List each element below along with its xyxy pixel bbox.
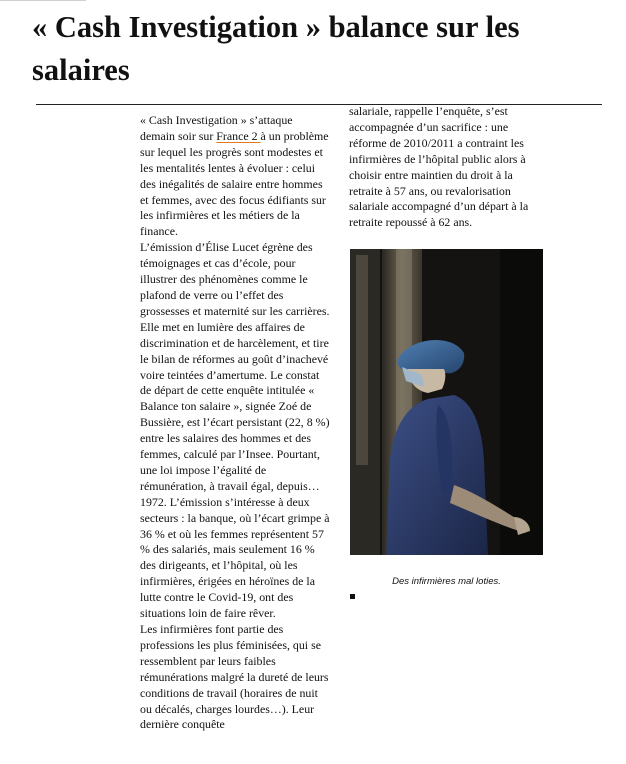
paragraph-continued: salariale, rappelle l’enquête, s’est accompagnée d’un sacrifice : une réforme de 2010/2011 a contraint les infirmières de l’hôpital public alors à choisir entre maintien du droit à la retraite à 57 ans, ou revalorisation salariale accompagné d’un départ à la retraite repoussé à 62 ans.: [349, 104, 529, 230]
article-end-mark: [350, 594, 355, 599]
intro-text-start: « Cash Investigation » s’attaque demain soir sur: [140, 113, 293, 143]
intro-text-end: à un problème sur lequel les progrès sont modestes et les mentalités lentes à évoluer : celui des inégalités de salaire entre hommes et femmes, avec des focus édifiants sur les infirmières et les métiers de la finance.: [140, 128, 329, 239]
photo-caption: Des infirmières mal loties.: [392, 576, 501, 587]
nurse-photo-illustration: [350, 249, 543, 555]
article-headline: « Cash Investigation » balance sur les salaires: [32, 10, 520, 87]
nurse-photo: [350, 249, 543, 555]
paragraph-nurses: Les infirmières font partie des professions les plus féminisées, qui se ressemblent par leurs faibles rémunérations malgré la dureté de leurs conditions de travail (horaires de nuit ou décalés, charges lourdes…). Leur dernière conquête: [140, 622, 329, 732]
france2-link[interactable]: France 2: [216, 128, 261, 143]
paragraph-intro: [140, 113, 330, 240]
top-rule: [0, 0, 86, 1]
paragraph-body: L’émission d’Élise Lucet égrène des témoignages et cas d’école, pour illustrer des phénomènes comme le plafond de verre ou l’effet des grossesses et maternité sur les carrières. Elle met en lumière des affaires de discrimination et de harcèlement, et tire le bilan de réformes au goût d’inachevé voire teintées d’amertume. Le constat de départ de cette enquête intitulée « Balance ton salaire », signée Zoé de Bussière, est l’écart persistant (22, 8 %) entre les salaires des hommes et des femmes, calculé par l’Insee. Pourtant, une loi impose l’égalité de rémunération, à travail égal, depuis… 1972. L’émission s’intéresse à deux secteurs : la banque, où l’écart grimpe à 36 % et où les femmes représentent 57 % des salariés, mais seulement 16 % des dirigeants, et l’hôpital, où les infirmières, érigées en héroïnes de la lutte contre le Covid-19, ont des situations loin de faire rêver.: [140, 240, 330, 621]
article-body-right-column: [349, 104, 545, 231]
article-body-left-column: [140, 113, 330, 733]
